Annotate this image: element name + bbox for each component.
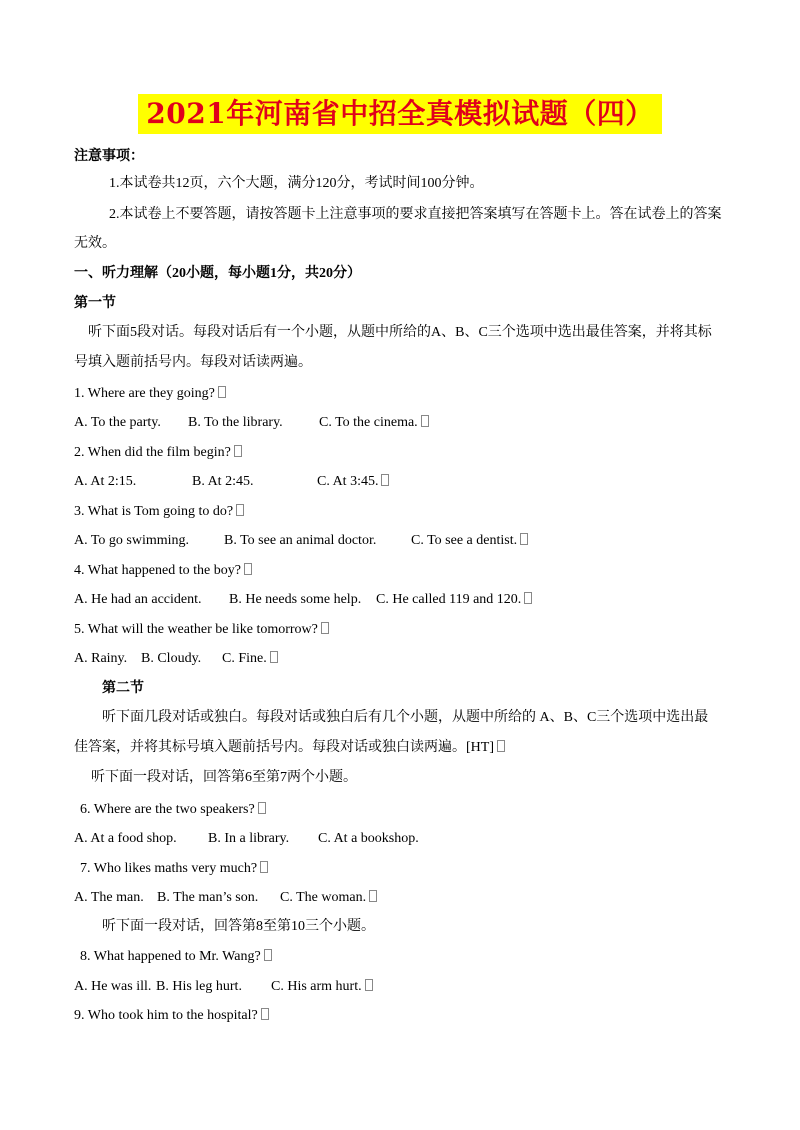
notice-heading: 注意事项： — [74, 149, 144, 164]
question-6 — [80, 800, 266, 820]
option-a: A. Rainy. — [74, 651, 128, 666]
answer-box — [365, 979, 373, 991]
question-text: 6. Where are the two speakers? — [80, 802, 255, 817]
answer-box — [236, 504, 244, 516]
notice-item-2-line1: 2.本试卷上不要答题，请按答题卡上注意事项的要求直接把答案填写在答题卡上。答在试卷上的答案 — [109, 207, 722, 222]
option-a: A. He was ill. — [74, 979, 152, 994]
part2-heading: 第二节 — [102, 681, 144, 696]
question-text: 5. What will the weather be like tomorrow? — [74, 622, 318, 637]
option-b: B. Cloudy. — [141, 651, 202, 666]
option-a: A. At 2:15. — [74, 474, 137, 489]
question-1 — [74, 384, 226, 404]
answer-box — [234, 445, 242, 457]
option-c: C. He called 119 and 120. — [376, 592, 522, 607]
question-text: 8. What happened to Mr. Wang? — [80, 949, 261, 964]
part2-instruction-line2 — [74, 738, 505, 758]
question-8 — [80, 947, 272, 967]
option-c: C. To see a dentist. — [411, 533, 518, 548]
option-b: B. To see an animal doctor. — [224, 533, 377, 548]
question-text: 7. Who likes maths very much? — [80, 861, 258, 876]
option-c: C. At 3:45. — [317, 474, 379, 489]
option-a: A. He had an accident. — [74, 592, 202, 607]
answer-box — [261, 1008, 269, 1020]
option-a: A. To go swimming. — [74, 533, 190, 548]
part1-instruction-line1: 听下面5段对话。每段对话后有一个小题，从题中所给的A、B、C三个选项中选出最佳答案，并将其标 — [88, 325, 712, 340]
notice-item-2-line2: 无效。 — [74, 236, 116, 251]
answer-box — [258, 802, 266, 814]
dialog-1-intro: 听下面一段对话，回答第6至第7两个小题。 — [91, 770, 357, 785]
answer-box — [497, 740, 505, 752]
answer-box — [421, 415, 429, 427]
answer-box — [260, 861, 268, 873]
question-7 — [80, 859, 268, 879]
part1-instruction-line2: 号填入题前括号内。每段对话读两遍。 — [74, 355, 312, 370]
part2-instruction-line1: 听下面几段对话或独白。每段对话或独白后有几个小题，从题中所给的 A、B、C三个选项中选出最 — [102, 710, 709, 725]
options-8 — [74, 977, 373, 997]
options-1 — [74, 413, 429, 433]
option-b: B. His leg hurt. — [156, 979, 242, 994]
option-b: B. He needs some help. — [229, 592, 362, 607]
options-6 — [74, 829, 419, 849]
answer-box — [520, 533, 528, 545]
option-a: A. At a food shop. — [74, 831, 177, 846]
question-3 — [74, 502, 244, 522]
option-c: C. His arm hurt. — [271, 979, 362, 994]
option-b: B. To the library. — [188, 415, 283, 430]
option-a: A. The man. — [74, 890, 144, 905]
question-9 — [74, 1006, 269, 1026]
instruction-text: 佳答案，并将其标号填入题前括号内。每段对话或独白读两遍。[HT] — [74, 740, 494, 755]
dialog-2-intro: 听下面一段对话，回答第8至第10三个小题。 — [102, 919, 375, 934]
answer-box — [270, 651, 278, 663]
option-c: C. At a bookshop. — [318, 831, 419, 846]
answer-box — [381, 474, 389, 486]
title-banner — [0, 94, 800, 134]
answer-box — [524, 592, 532, 604]
option-c: C. Fine. — [222, 651, 267, 666]
answer-box — [244, 563, 252, 575]
part1-heading: 第一节 — [74, 296, 116, 311]
options-7 — [74, 888, 377, 908]
question-4 — [74, 561, 252, 581]
question-text: 3. What is Tom going to do? — [74, 504, 234, 519]
option-c: C. The woman. — [280, 890, 367, 905]
answer-box — [218, 386, 226, 398]
option-b: B. The man’s son. — [157, 890, 259, 905]
answer-box — [369, 890, 377, 902]
section-heading: 一、听力理解（20小题，每小题1分，共20分） — [74, 266, 361, 281]
question-text: 4. What happened to the boy? — [74, 563, 241, 578]
question-text: 9. Who took him to the hospital? — [74, 1008, 258, 1023]
options-2 — [74, 472, 389, 492]
answer-box — [264, 949, 272, 961]
option-c: C. To the cinema. — [319, 415, 418, 430]
question-2 — [74, 443, 242, 463]
page-title: 2021年河南省中招全真模拟试题（四） — [138, 94, 661, 134]
notice-item-1: 1.本试卷共12页，六个大题，满分120分，考试时间100分钟。 — [109, 176, 484, 191]
question-text: 2. When did the film begin? — [74, 445, 231, 460]
option-b: B. At 2:45. — [192, 474, 254, 489]
question-5 — [74, 620, 329, 640]
options-4 — [74, 590, 532, 610]
question-text: 1. Where are they going? — [74, 386, 215, 401]
answer-box — [321, 622, 329, 634]
options-3 — [74, 531, 528, 551]
option-a: A. To the party. — [74, 415, 161, 430]
option-b: B. In a library. — [208, 831, 290, 846]
options-5 — [74, 649, 278, 669]
